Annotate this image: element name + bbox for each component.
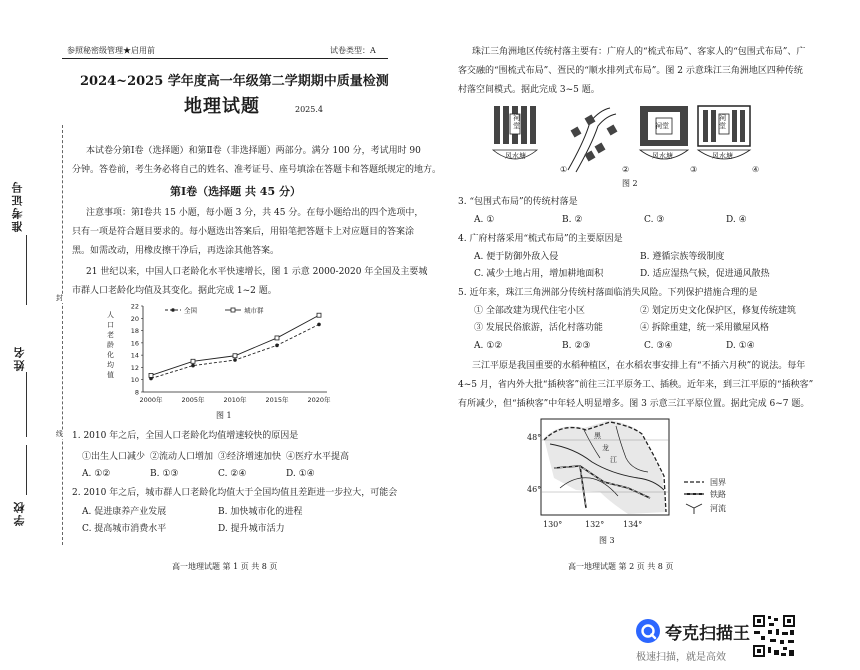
chart-y-tick-label: 18 <box>130 327 139 336</box>
q5-s2: ② 划定历史文化保护区，修复传统建筑 <box>640 306 796 316</box>
chart-x-tick-label: 2010年 <box>223 396 247 404</box>
q1-stem: 1. 2010 年之后，全国人口老龄化均值增速较快的原因是 <box>72 431 299 441</box>
q4-option-c[interactable]: C. 减少土地占用，增加耕地面积 <box>474 269 604 279</box>
q2-option-d[interactable]: D. 提升城市活力 <box>218 524 285 534</box>
q3-stem: 3. “包围式布局”的传统村落是 <box>458 197 578 207</box>
chart-point-0 <box>233 358 237 362</box>
material2-line-1: 珠江三角洲地区传统村落主要有：广府人的“梳式布局”、客家人的“包围式布局”、广 <box>472 47 806 57</box>
chart-y-tick-label: 22 <box>130 302 139 311</box>
fig2-num-2: ② <box>622 165 630 174</box>
q4-option-a[interactable]: A. 便于防御外敌入侵 <box>474 252 559 262</box>
chart-y-tick-label: 10 <box>130 376 139 385</box>
fig3-place-1: 黑 <box>594 432 601 440</box>
exam-date: 2025.4 <box>295 105 323 114</box>
q1-option-c[interactable]: C. ②④ <box>218 469 247 479</box>
chart-point-1 <box>317 313 321 317</box>
name-label: 姓名 <box>13 345 26 371</box>
q1-s3: ③经济增速加快 <box>218 452 282 462</box>
fig2-pond-1: 风水塘 <box>505 152 526 160</box>
school-blank[interactable] <box>26 445 27 495</box>
material2-line-3: 村落空间模式。据此完成 3~5 题。 <box>458 85 600 95</box>
qr-code-icon[interactable] <box>752 614 796 658</box>
chart-point-1 <box>191 359 195 363</box>
q2-stem: 2. 2010 年之后，城市群人口老龄化均值大于全国均值且差距进一步拉大，可能会 <box>72 488 398 498</box>
material3-line-3: 有所减少，但“插秧客”中年轻人明显增多。图 3 示意三江平原位置。据此完成 6~7 题。 <box>458 399 810 409</box>
chart-point-1 <box>149 373 153 377</box>
q3-option-c[interactable]: C. ③ <box>644 215 665 225</box>
q4-option-b[interactable]: B. 遵循宗族等级制度 <box>640 252 725 262</box>
intro-line-1: 本试卷分第Ⅰ卷（选择题）和第Ⅱ卷（非选择题）两部分。满分 100 分，考试用时 90 <box>86 146 421 156</box>
q1-option-b[interactable]: B. ①③ <box>150 469 179 479</box>
legend-rail: 铁路 <box>710 490 726 499</box>
fig3-place-2: 龙 <box>602 444 609 452</box>
fig3-lat-46: 46° <box>527 485 542 494</box>
q5-option-b[interactable]: B. ②③ <box>562 341 591 351</box>
fig2-num-1: ① <box>560 165 568 174</box>
material1-line-2: 市群人口老龄化均值及其变化。据此完成 1~2 题。 <box>72 286 277 296</box>
chart-x-tick-label: 2000年 <box>139 396 163 404</box>
material1-line-1: 21 世纪以来，中国人口老龄化水平快速增长，图 1 示意 2000-2020 年全国及主要城 <box>86 267 428 277</box>
q1-option-a[interactable]: A. ①② <box>82 469 111 479</box>
fig3-lat-48: 48° <box>527 433 542 442</box>
chart-legend-label: 城市群 <box>244 306 264 315</box>
exam-no-blank[interactable] <box>26 235 27 305</box>
fig3-lon-132: 132° <box>585 520 605 529</box>
school-label: 学校 <box>13 500 26 526</box>
chart-y-tick-label: 8 <box>134 388 139 397</box>
chart-ylabel: 人口老龄化均值 <box>107 311 114 379</box>
q3-option-b[interactable]: B. ② <box>562 215 583 225</box>
fig3-place-3: 江 <box>610 456 617 464</box>
fig3-lon-130: 130° <box>543 520 563 529</box>
q5-option-c[interactable]: C. ③④ <box>644 341 673 351</box>
q5-s1: ① 全部改建为现代住宅小区 <box>474 306 585 316</box>
note-line-2: 只有一项是符合题目要求的。每小题选出答案后，用铅笔把答题卡上对应题目的答案涂 <box>72 227 415 237</box>
chart-y-tick-label: 12 <box>130 363 139 372</box>
header-rule <box>62 58 388 59</box>
note-line-1: 注意事项：第Ⅰ卷共 15 小题，每小题 3 分，共 45 分。在每小题给出的四个选项中， <box>86 208 424 218</box>
fig1-chart <box>105 298 345 410</box>
page1-footer: 高一地理试题 第 1 页 共 8 页 <box>172 562 278 571</box>
scanner-slogan: 极速扫描，就是高效 <box>636 652 726 663</box>
fig3-caption: 图 3 <box>599 536 615 545</box>
q5-option-d[interactable]: D. ①④ <box>726 341 755 351</box>
q2-option-b[interactable]: B. 加快城市化的进程 <box>218 507 303 517</box>
fig3-legend-symbols <box>682 476 706 516</box>
intro-line-2: 分钟。答卷前，考生务必将自己的姓名、准考证号、座号填涂在答题卡和答题纸规定的地方。 <box>72 165 442 175</box>
material3-line-1: 三江平原是我国重要的水稻种植区，在水稻农事安排上有“不插六月秧”的说法。每年 <box>472 361 806 371</box>
fig3-lon-134: 134° <box>623 520 643 529</box>
fig2-ancestral-4: 祠堂 <box>719 114 726 130</box>
subject-title: 地理试题 <box>184 96 260 117</box>
q2-option-a[interactable]: A. 促进康养产业发展 <box>82 507 167 517</box>
secret-label: 参照秘密级管理★启用前 <box>67 46 155 55</box>
binding-line <box>62 125 63 545</box>
exam-title: 2024~2025 学年度高一年级第二学期期中质量检测 <box>80 74 389 89</box>
scanner-brand: 夸克扫描王 <box>665 624 750 644</box>
legend-river: 河流 <box>710 504 726 513</box>
scanner-logo-icon <box>635 618 661 644</box>
fig2-num-4: ④ <box>752 165 760 174</box>
chart-point-1 <box>275 336 279 340</box>
paper-type: 试卷类型：A <box>330 46 376 55</box>
chart-x-tick-label: 2015年 <box>265 396 289 404</box>
chart-point-0 <box>275 344 279 348</box>
village-pattern-2 <box>568 108 617 172</box>
chart-legend-marker <box>231 308 235 312</box>
chart-y-tick-label: 20 <box>130 314 139 323</box>
exam-no-label: 准考证号 <box>11 180 24 232</box>
q5-stem: 5. 近年来，珠江三角洲部分传统村落面临消失风险。下列保护措施合理的是 <box>458 288 758 298</box>
legend-border: 国界 <box>710 478 726 487</box>
q5-option-a[interactable]: A. ①② <box>474 341 503 351</box>
chart-point-0 <box>191 364 195 368</box>
q1-option-d[interactable]: D. ①④ <box>286 469 315 479</box>
fig2-ancestral-3: 祠堂 <box>655 122 669 130</box>
chart-point-1 <box>233 354 237 358</box>
cut-mark-line: 线 <box>56 430 63 438</box>
note-line-3: 黑。如需改动，用橡皮擦干净后，再选涂其他答案。 <box>72 246 280 256</box>
chart-series-line-1 <box>151 315 319 375</box>
chart-series-line-0 <box>151 324 319 378</box>
q5-s3: ③ 发展民俗旅游，活化村落功能 <box>474 323 603 333</box>
q1-s1: ①出生人口减少 <box>82 452 146 462</box>
chart-y-tick-label: 16 <box>130 339 139 348</box>
fig3-map <box>540 418 670 518</box>
fig2-caption: 图 2 <box>622 179 638 188</box>
chart-x-tick-label: 2005年 <box>181 396 205 404</box>
chart-legend-marker <box>171 308 175 312</box>
q2-option-c[interactable]: C. 提高城市消费水平 <box>82 524 167 534</box>
cut-mark-seal: 封 <box>56 294 63 302</box>
fig1-caption: 图 1 <box>216 411 232 420</box>
fig2-num-3: ③ <box>690 165 698 174</box>
chart-legend-label: 全国 <box>184 306 197 315</box>
material2-line-2: 客交融的“围梳式布局”、疍民的“顺水排列式布局”。图 2 示意珠江三角洲地区四种传统 <box>458 66 803 76</box>
chart-point-0 <box>317 323 321 327</box>
section1-heading: 第Ⅰ卷（选择题 共 45 分） <box>170 185 301 198</box>
q4-option-d[interactable]: D. 适应湿热气候，促进通风散热 <box>640 269 770 279</box>
q1-s4: ④医疗水平提高 <box>286 452 350 462</box>
name-blank[interactable] <box>26 372 27 437</box>
q5-s4: ④ 拆除重建，统一采用徽屋风格 <box>640 323 769 333</box>
q4-stem: 4. 广府村落采用“梳式布局”的主要原因是 <box>458 234 623 244</box>
page2-footer: 高一地理试题 第 2 页 共 8 页 <box>568 562 674 571</box>
fig2-pond-4: 风水塘 <box>712 152 733 160</box>
q3-option-d[interactable]: D. ④ <box>726 215 747 225</box>
material3-line-2: 4~5 月，省内外大批“插秧客”前往三江平原务工、插秧。近年来，到三江平原的“插秧客” <box>458 380 814 390</box>
fig2-ancestral-1: 祠堂 <box>513 114 520 130</box>
q1-s2: ②流动人口增加 <box>150 452 214 462</box>
fig2-pond-3: 风水塘 <box>652 152 673 160</box>
chart-x-tick-label: 2020年 <box>307 396 331 404</box>
q3-option-a[interactable]: A. ① <box>474 215 495 225</box>
chart-y-tick-label: 14 <box>130 351 139 360</box>
